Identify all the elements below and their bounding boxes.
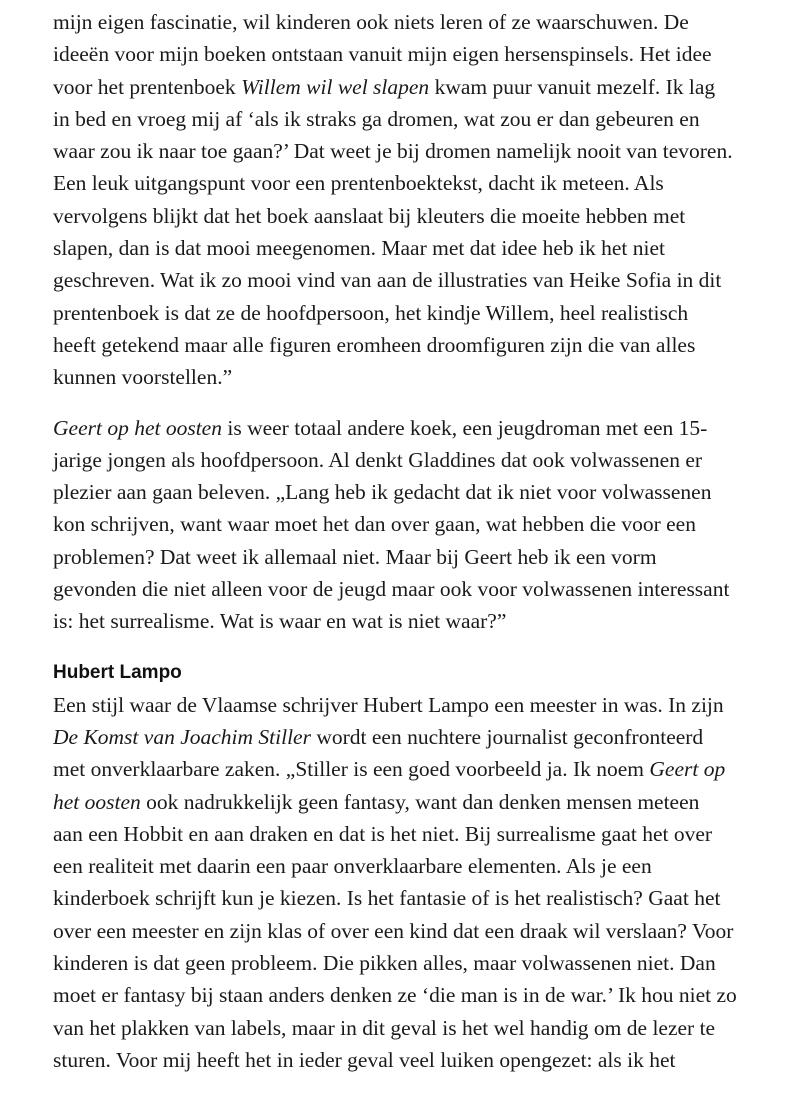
text-segment: moet er fantasy bij staan anders denken ze ‘die man is in de war.’ Ik hou niet zo [53,983,737,1008]
text-line [53,818,793,850]
text-line [53,444,793,476]
text-line [53,947,793,979]
text-line [53,361,793,393]
italic-title: Geert op [649,757,726,782]
text-line [53,38,793,70]
text-line [53,605,793,637]
text-segment: van het plakken van labels, maar in dit geval is het wel handig om de lezer te [53,1015,716,1040]
text-line [53,476,793,508]
text-line [53,329,793,361]
text-segment: slapen, dan is dat mooi meegenomen. Maar met dat idee heb ik het niet [53,236,665,261]
text-segment: Een stijl waar de Vlaamse schrijver Hubert Lampo een meester in was. In zijn [53,692,724,717]
text-segment: ideeën voor mijn boeken ontstaan vanuit mijn eigen hersenspinsels. Het idee [53,42,712,67]
text-line [53,71,793,103]
text-segment: plezier aan gaan beleven. „Lang heb ik gedacht dat ik niet voor volwassenen [53,480,712,505]
text-line [53,508,793,540]
text-line [53,786,793,818]
text-line [53,232,793,264]
article-body [53,6,793,1094]
text-segment: kunnen voorstellen.” [53,365,233,390]
section-heading: Hubert Lampo [53,661,182,683]
text-line [53,915,793,947]
text-line [53,1012,793,1044]
text-line [53,412,793,444]
text-line [53,721,793,753]
text-segment: is weer totaal andere koek, een jeugdroman met een 15- [221,415,708,440]
paragraph [53,412,793,638]
text-segment: voor het prentenboek [53,74,242,99]
italic-title: De Komst van Joachim Stiller [53,724,311,749]
text-segment: een realiteit met daarin een paar onverklaarbare elementen. Als je een [53,854,652,879]
text-line [53,135,793,167]
text-line [53,882,793,914]
text-segment: ook nadrukkelijk geen fantasy, want dan denken mensen meteen [140,789,700,814]
text-segment: gevonden die niet alleen voor de jeugd maar ook voor volwassenen interessant [53,577,730,602]
paragraph [53,689,793,1077]
text-segment: geschreven. Wat ik zo mooi vind van aan de illustraties van Heike Sofia in dit [53,268,722,293]
text-line [53,541,793,573]
text-segment: jarige jongen als hoofdpersoon. Al denkt Gladdines dat ook volwassenen er [53,447,703,472]
text-segment: kinderen is dat geen probleem. Die pikken alles, maar volwassenen niet. Dan [53,951,716,976]
text-line [53,1044,793,1076]
text-line [53,753,793,785]
text-segment: kon schrijven, want waar moet het dan over gaan, wat hebben die voor een [53,512,696,537]
text-line [53,689,793,721]
text-segment: kinderboek schrijft kun je kiezen. Is het fantasie of is het realistisch? Gaat het [53,886,721,911]
text-line [53,297,793,329]
italic-title: het oosten [53,789,141,814]
text-line [53,850,793,882]
text-segment: in bed en vroeg mij af ‘als ik straks ga dromen, wat zou er dan gebeuren en [53,106,700,131]
text-segment: prentenboek is dat ze de hoofdpersoon, het kindje Willem, heel realistisch [53,300,689,325]
text-segment: problemen? Dat weet ik allemaal niet. Maar bij Geert heb ik een vorm [53,544,657,569]
text-line [53,103,793,135]
text-segment: wordt een nuchtere journalist geconfronteerd [310,724,704,749]
text-line [53,573,793,605]
text-line [53,979,793,1011]
text-segment: mijn eigen fascinatie, wil kinderen ook niets leren of ze waarschuwen. De [53,10,689,34]
text-segment: is: het surrealisme. Wat is waar en wat is niet waar?” [53,609,507,634]
text-line [53,6,793,38]
text-segment: met onverklaarbare zaken. „Stiller is een goed voorbeeld ja. Ik noem [53,757,650,782]
text-segment: vervolgens blijkt dat het boek aanslaat bij kleuters die moeite hebben met [53,203,686,228]
text-segment: Een leuk uitgangspunt voor een prentenboektekst, dacht ik meteen. Als [53,171,664,196]
text-segment: sturen. Voor mij heeft het in ieder geval veel luiken opengezet: als ik het [53,1047,676,1072]
paragraph [53,6,793,394]
text-line [53,200,793,232]
text-segment: kwam puur vanuit mezelf. Ik lag [429,74,716,99]
text-segment: heeft getekend maar alle figuren eromheen droomfiguren zijn die van alles [53,332,696,357]
italic-title: Geert op het oosten [53,415,222,440]
text-segment: waar zou ik naar toe gaan?’ Dat weet je bij dromen namelijk nooit van tevoren. [53,139,733,164]
text-line [53,167,793,199]
text-line [53,264,793,296]
italic-title: Willem wil wel slapen [241,74,430,99]
text-segment: over een meester en zijn klas of over een kind dat een draak wil verslaan? Voor [53,918,734,943]
text-segment: aan een Hobbit en aan draken en dat is het niet. Bij surrealisme gaat het over [53,821,713,846]
